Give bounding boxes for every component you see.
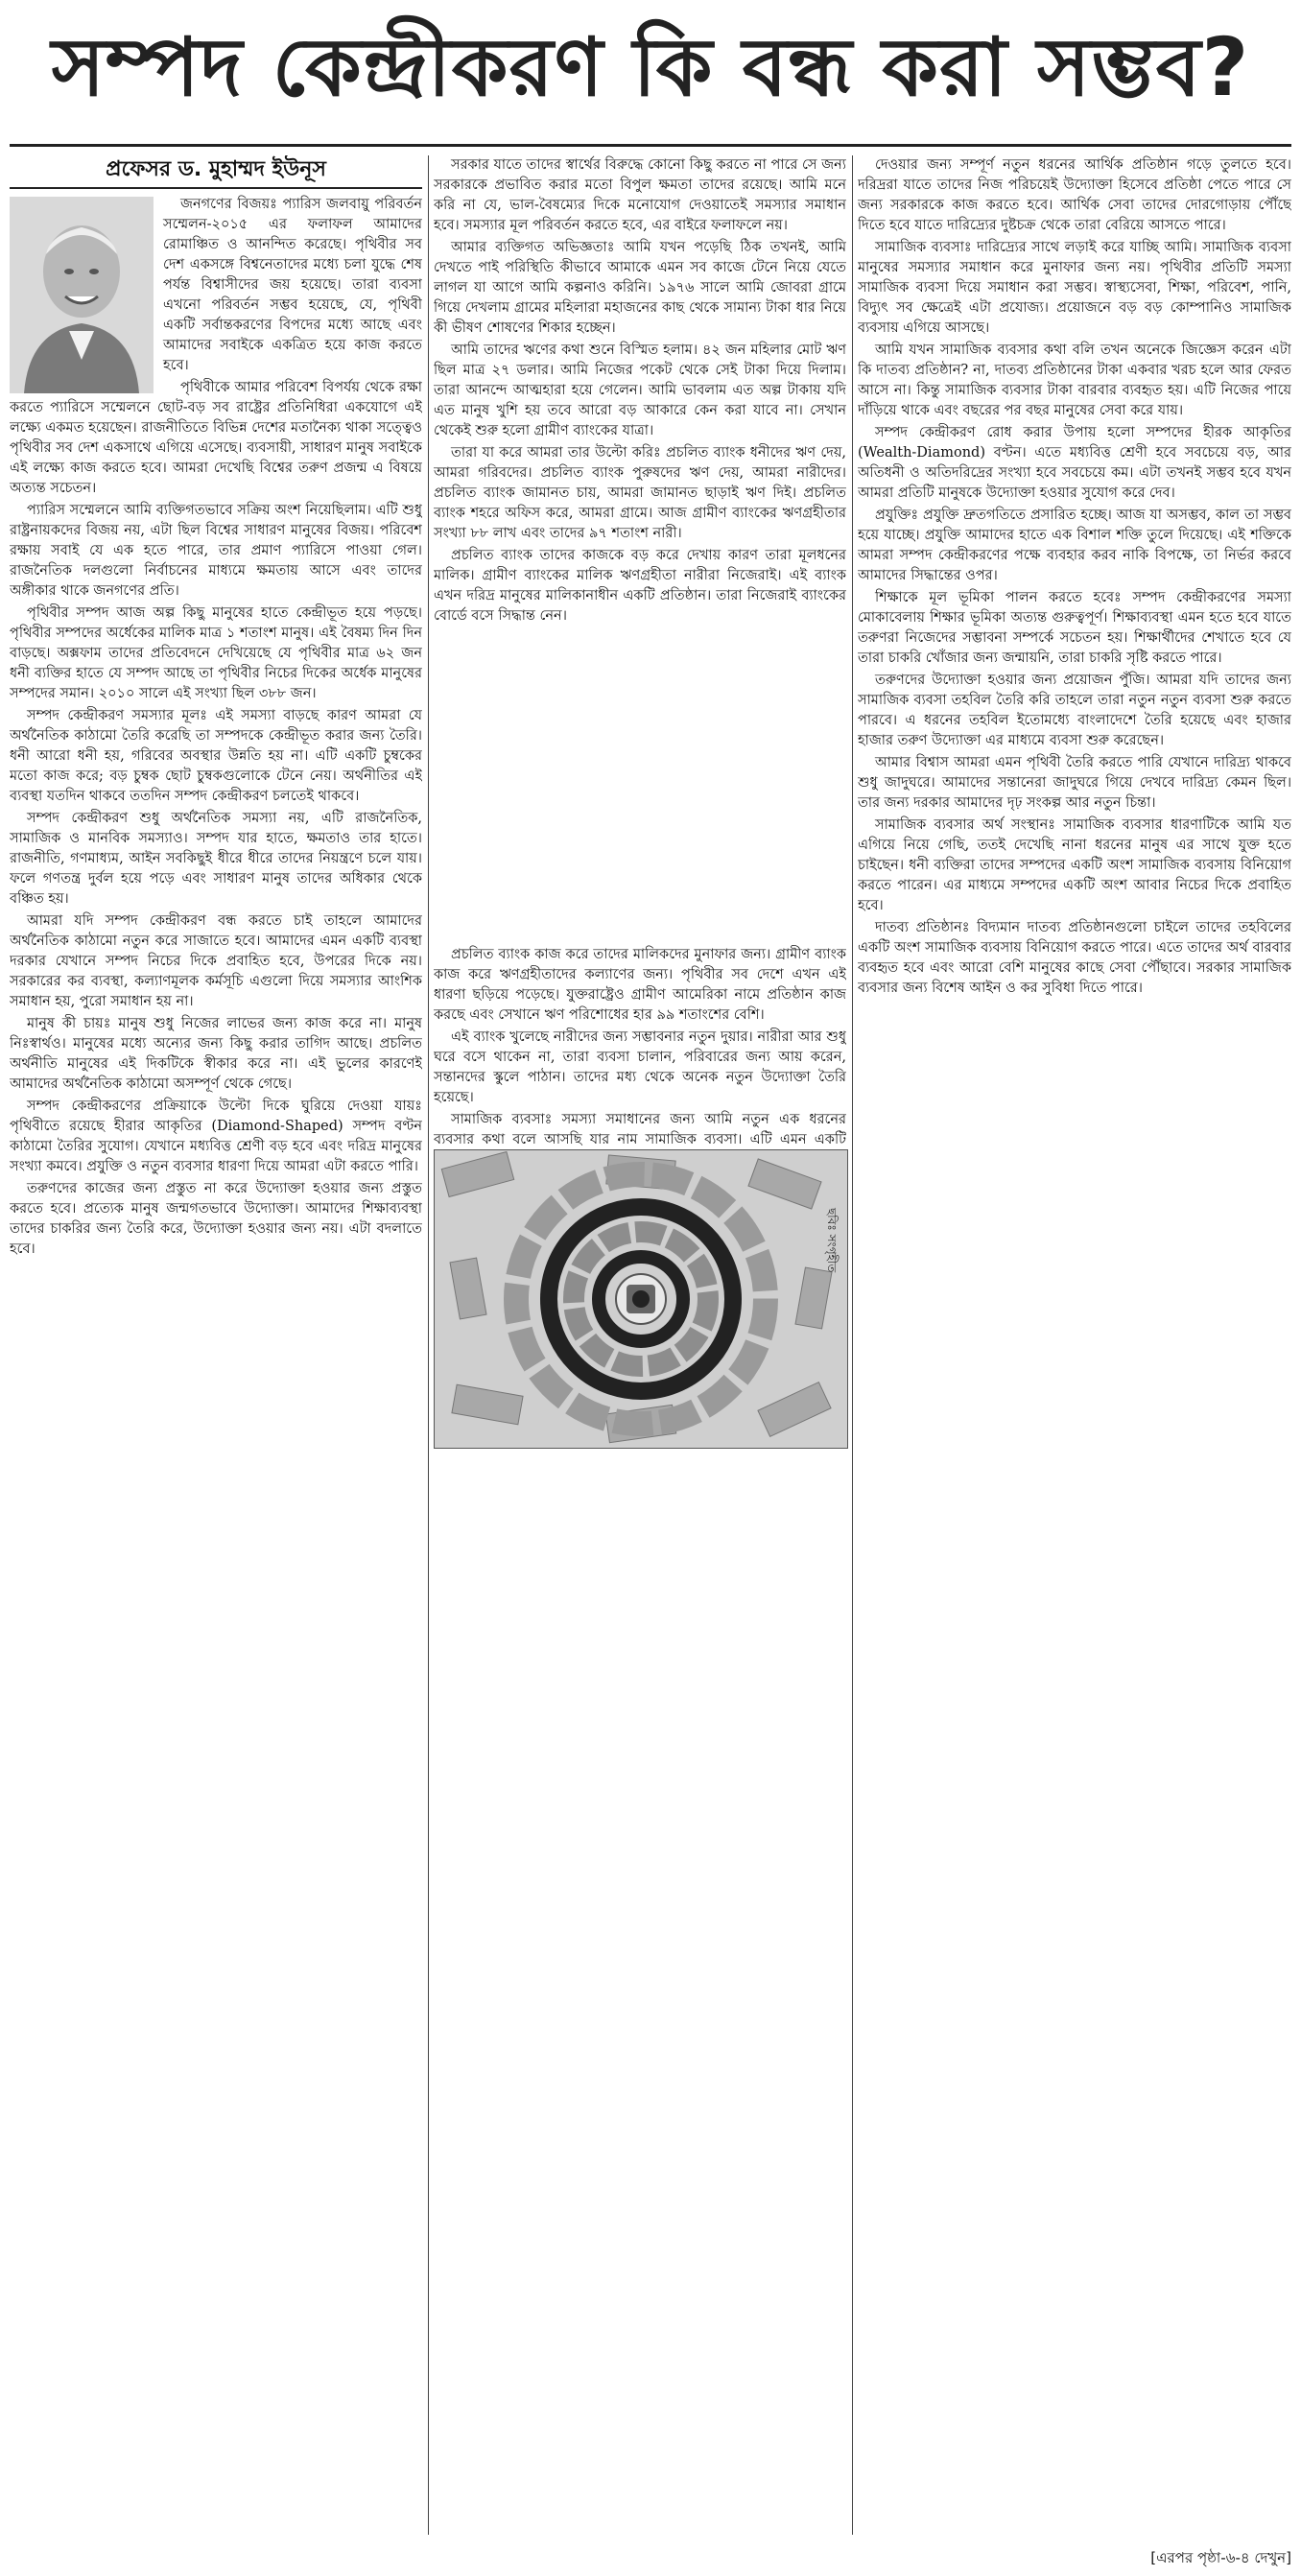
paragraph: পৃথিবীকে আমার পরিবেশ বিপর্যয় থেকে রক্ষা করতে প্যারিসে সম্মেলনে ছোট-বড় সব রাষ্ট্রের প্রতিনিধিরা একযোগে এই লক্ষ্যে একমত হয়েছেন। রাজনীতিতে বিভিন্ন দেশের মতানৈক্য থাকা সত্ত্বেও পৃথিবীর সব দেশ একসাথে এগিয়ে এসেছে। ব্যবসায়ী, সাধারণ মানুষ সবাইকে এই লক্ষ্যে কাজ করতে হবে। আমরা দেখেছি বিশ্বের তরুণ প্রজন্ম এ বিষয়ে অত্যন্ত সচেতন।: [10, 380, 422, 496]
paragraph: মানুষ কী চায়ঃ মানুষ শুধু নিজের লাভের জন্য কাজ করে না। মানুষ নিঃস্বার্থও। মানুষের মধ্যে অন্যের জন্য কিছু করার তাগিদ আছে। প্রচলিত অর্থনীতি মানুষের এই দিকটিকে স্বীকার করে না। এই ভুলের কারণেই আমাদের অর্থনৈতিক কাঠামো অসম্পূর্ণ থেকে গেছে।: [10, 1016, 422, 1092]
paragraph: তরুণদের কাজের জন্য প্রস্তুত না করে উদ্যোক্তা হওয়ার জন্য প্রস্তুত করতে হবে। প্রত্যেক মানুষ জন্মগতভাবে উদ্যোক্তা। আমাদের শিক্ষাব্যবস্থা তাদের চাকরির জন্য তৈরি করে, উদ্যোক্তা হওয়ার জন্য নয়। এটা বদলাতে হবে।: [10, 1181, 422, 1257]
paragraph: আমি যখন সামাজিক ব্যবসার কথা বলি তখন অনেকে জিজ্ঞেস করেন এটা কি দাতব্য প্রতিষ্ঠান? না, দাতব্য প্রতিষ্ঠানের টাকা একবার খরচ হলে আর ফেরত আসে না। কিন্তু সামাজিক ব্যবসার টাকা বারবার ব্যবহৃত হয়। এটি নিজের পায়ে দাঁড়িয়ে থাকে এবং বছরের পর বছর মানুষের সেবা করে যায়।: [858, 343, 1291, 418]
paragraph: প্রযুক্তিঃ প্রযুক্তি দ্রুতগতিতে প্রসারিত হচ্ছে। আজ যা অসম্ভব, কাল তা সম্ভব হয়ে যাচ্ছে। প্রযুক্তি আমাদের হাতে এক বিশাল শক্তি তুলে দিয়েছে। এই শক্তিকে আমরা সম্পদ কেন্দ্রীকরণের পক্ষে ব্যবহার করব নাকি বিপক্ষে, তা নির্ভর করবে আমাদের সিদ্ধান্তের ওপর।: [858, 508, 1291, 583]
paragraph: সম্পদ কেন্দ্রীকরণ সমস্যার মূলঃ এই সমস্যা বাড়ছে কারণ আমরা যে অর্থনৈতিক কাঠামো তৈরি করেছি তা সম্পদকে কেন্দ্রীভূত করার জন্য তৈরি। ধনী আরো ধনী হয়, গরিবের অবস্থার উন্নতি হয় না। এটি একটি চুম্বকের মতো কাজ করে; বড় চুম্বক ছোট চুম্বকগুলোকে টেনে নেয়। অর্থনীতির এই ব্যবস্থা যতদিন থাকবে ততদিন সম্পদ কেন্দ্রীকরণ চলতেই থাকবে।: [10, 708, 422, 804]
paragraph: সামাজিক ব্যবসার অর্থ সংস্থানঃ সামাজিক ব্যবসার ধারণাটিকে আমি যত এগিয়ে নিয়ে গেছি, ততই দেখেছি নানা ধরনের মানুষ এর সাথে যুক্ত হতে চাইছেন। ধনী ব্যক্তিরা তাদের সম্পদের একটি অংশ সামাজিক ব্যবসায় বিনিয়োগ করতে পারেন। এর মাধ্যমে সম্পদের একটি অংশ আবার নিচের দিকে প্রবাহিত হবে।: [858, 817, 1291, 913]
paragraph: প্রচলিত ব্যাংক কাজ করে তাদের মালিকদের মুনাফার জন্য। গ্রামীণ ব্যাংক কাজ করে ঋণগ্রহীতাদের কল্যাণের জন্য। পৃথিবীর সব দেশে এখন এই ধারণা ছড়িয়ে পড়েছে। যুক্তরাষ্ট্রেও গ্রামীণ আমেরিকা নামে প্রতিষ্ঠান কাজ করছে এবং সেখানে ঋণ পরিশোধের হার ৯৯ শতাংশের বেশি।: [434, 947, 846, 1023]
headline-rule: [10, 144, 1291, 147]
continuation-note: [এরপর পৃষ্ঠা-৬-৪ দেখুন]: [1150, 2549, 1291, 2566]
paragraph: সম্পদ কেন্দ্রীকরণ রোধ করার উপায় হলো সম্পদের হীরক আকৃতির (Wealth-Diamond) বণ্টন। এতে মধ্যবিত্ত শ্রেণী হবে সবচেয়ে বড়, আর অতিধনী ও অতিদরিদ্রের সংখ্যা হবে সবচেয়ে কম। এটা তখনই সম্ভব হবে যখন আমরা প্রতিটি মানুষকে উদ্যোক্তা হওয়ার সুযোগ করে দেব।: [858, 425, 1291, 501]
column-divider: [428, 155, 429, 2535]
photo-credit: ছবিঃ সংগৃহীত: [825, 1208, 839, 1273]
paragraph: তারা যা করে আমরা তার উল্টো করিঃ প্রচলিত ব্যাংক ধনীদের ঋণ দেয়, আমরা গরিবদের। প্রচলিত ব্যাংক পুরুষদের ঋণ দেয়, আমরা নারীদের। প্রচলিত ব্যাংক জামানত চায়, আমরা জামানত ছাড়াই ঋণ দিই। প্রচলিত ব্যাংক শহরে অফিস করে, আমরা গ্রামে। আজ গ্রামীণ ব্যাংকের ঋণগ্রহীতার সংখ্যা ৮৮ লাখ এবং তাদের ৯৭ শতাংশ নারী।: [434, 445, 846, 541]
paragraph: প্রচলিত ব্যাংক তাদের কাজকে বড় করে দেখায় কারণ তারা মূলধনের মালিক। গ্রামীণ ব্যাংকের মালিক ঋণগ্রহীতা নারীরা নিজেরাই। এই ব্যাংক এখন দরিদ্র মানুষের মালিকানাধীন একটি প্রতিষ্ঠান। তারা নিজেরাই ব্যাংকের বোর্ডে বসে সিদ্ধান্ত নেন।: [434, 548, 846, 624]
paragraph: আমরা যদি সম্পদ কেন্দ্রীকরণ বন্ধ করতে চাই তাহলে আমাদের অর্থনৈতিক কাঠামো নতুন করে সাজাতে হবে। আমাদের এমন একটি ব্যবস্থা দরকার যেখানে সম্পদ নিচের দিকে প্রবাহিত হবে, উপরের দিকে নয়। সরকারের কর ব্যবস্থা, কল্যাণমূলক কর্মসূচি এগুলো দিয়ে সমস্যার আংশিক সমাধান হয়, পুরো সমাধান হয় না।: [10, 913, 422, 1009]
paragraph: আমি তাদের ঋণের কথা শুনে বিস্মিত হলাম। ৪২ জন মহিলার মোট ঋণ ছিল মাত্র ২৭ ডলার। আমি নিজের পকেট থেকে সেই টাকা দিয়ে দিলাম। তারা আনন্দে আত্মহারা হয়ে গেলেন। আমি ভাবলাম এত অল্প টাকায় যদি এত মানুষ খুশি হয় তবে আরো বড় আকারে কেন করা যাবে না। সেখান থেকেই শুরু হলো গ্রামীণ ব্যাংকের যাত্রা।: [434, 343, 846, 438]
article-column-1: [10, 155, 422, 2535]
paragraph: আমার বিশ্বাস আমরা এমন পৃথিবী তৈরি করতে পারি যেখানে দারিদ্র্য থাকবে শুধু জাদুঘরে। আমাদের সন্তানেরা জাদুঘরে গিয়ে দেখবে দারিদ্র্য কেমন ছিল। তার জন্য দরকার আমাদের দৃঢ় সংকল্প আর নতুন চিন্তা।: [858, 755, 1291, 811]
paragraph: এই ব্যাংক খুলেছে নারীদের জন্য সম্ভাবনার নতুন দুয়ার। নারীরা আর শুধু ঘরে বসে থাকেন না, তারা ব্যবসা চালান, পরিবারের জন্য আয় করেন, সন্তানদের স্কুলে পাঠান। তাদের মধ্য থেকে অনেক নতুন উদ্যোক্তা তৈরি হয়েছে।: [434, 1029, 846, 1105]
paragraph: দেওয়ার জন্য সম্পূর্ণ নতুন ধরনের আর্থিক প্রতিষ্ঠান গড়ে তুলতে হবে। দরিদ্ররা যাতে তাদের নিজ পরিচয়েই উদ্যোক্তা হিসেবে প্রতিষ্ঠা পেতে পারে সে জন্য সরকারকে কাজ করতে হবে। আর্থিক সেবা তাদের দোরগোড়ায় পৌঁছে দিতে হবে যাতে দারিদ্র্যের দুষ্টচক্র থেকে তারা বেরিয়ে আসতে পারে।: [858, 157, 1291, 233]
paragraph: সামাজিক ব্যবসাঃ সমস্যা সমাধানের জন্য আমি নতুন এক ধরনের ব্যবসার কথা বলে আসছি যার নাম সামাজিক ব্যবসা। এটি এমন একটি: [434, 1112, 846, 1147]
paragraph: প্যারিস সম্মেলনে আমি ব্যক্তিগতভাবে সক্রিয় অংশ নিয়েছিলাম। এটি শুধু রাষ্ট্রনায়কদের বিজয় নয়, এটা ছিল বিশ্বের সাধারণ মানুষের বিজয়। পরিবেশ রক্ষায় সবাই যে এক হতে পারে, তার প্রমাণ প্যারিসে পাওয়া গেল। রাজনৈতিক দলগুলো নির্বাচনের মাধ্যমে ক্ষমতায় আসে এবং তাদের অঙ্গীকার থাকে জনগণের প্রতি।: [10, 503, 422, 599]
paragraph: সরকার যাতে তাদের স্বার্থের বিরুদ্ধে কোনো কিছু করতে না পারে সে জন্য সরকারকে প্রভাবিত করার মতো বিপুল ক্ষমতা তাদের রয়েছে। আমি মনে করি না যে, ভাল-বৈষম্যের দিকে মনোযোগ দেওয়াতেই সমস্যার সমাধান হবে। সমস্যার মূল পরিবর্তন করতে হবে, এর বাইরে ফলাফলে নয়।: [434, 157, 846, 233]
article-column-3: [858, 155, 1291, 2535]
headline: সম্পদ কেন্দ্রীকরণ কি বন্ধ করা সম্ভব?: [51, 19, 1250, 114]
paragraph: পৃথিবীর সম্পদ আজ অল্প কিছু মানুষের হাতে কেন্দ্রীভূত হয়ে পড়ছে। পৃথিবীর সম্পদের অর্ধেকের মালিক মাত্র ১ শতাংশ মানুষ। এই বৈষম্য দিন দিন বাড়ছে। অক্সফাম তাদের প্রতিবেদনে দেখিয়েছে যে পৃথিবীর মাত্র ৬২ জন ধনী ব্যক্তির হাতে যে সম্পদ আছে তা পৃথিবীর নিচের দিকের অর্ধেক মানুষের সম্পদের সমান। ২০১০ সালে এই সংখ্যা ছিল ৩৮৮ জন।: [10, 605, 422, 701]
author-portrait: [10, 197, 154, 393]
paragraph: আমার ব্যক্তিগত অভিজ্ঞতাঃ আমি যখন পড়েছি ঠিক তখনই, আমি দেখতে পাই পরিস্থিতি কীভাবে আমাকে এমন সব কাজে টেনে নিয়ে যেতে লাগল যা আগে আমি কল্পনাও করিনি। ১৯৭৬ সালে আমি জোবরা গ্রামে গিয়ে দেখলাম গ্রামের মহিলারা মহাজনের কাছ থেকে সামান্য টাকা ধার নিয়ে কী ভীষণ শোষণের শিকার হচ্ছেন।: [434, 240, 846, 336]
column-divider: [852, 155, 853, 2535]
paragraph: জনগণের বিজয়ঃ প্যারিস জলবায়ু পরিবর্তন সম্মেলন-২০১৫ এর ফলাফল আমাদের রোমাঞ্চিত ও আনন্দিত করেছে। পৃথিবীর সব দেশ একসঙ্গে বিশ্বনেতাদের মধ্যে চলা যুদ্ধে শেষ পর্যন্ত বিশ্বাসীদের জয় হয়েছে। তারা ব্যবসা এখনো পরিবর্তন সম্ভব হয়েছে, যে, পৃথিবী একটি সর্বান্তকরণের বিপদের মধ্যে আছে এবং আমাদের সবাইকে একত্রিত হয়ে কাজ করতে হবে।: [163, 197, 422, 373]
paragraph: সম্পদ কেন্দ্রীকরণের প্রক্রিয়াকে উল্টো দিকে ঘুরিয়ে দেওয়া যায়ঃ পৃথিবীতে রয়েছে হীরার আকৃতির (Diamond-Shaped) সম্পদ বণ্টন কাঠামো তৈরির সুযোগ। যেখানে মধ্যবিত্ত শ্রেণী বড় হবে এবং দরিদ্র মানুষের সংখ্যা কমবে। প্রযুক্তি ও নতুন ব্যবসার ধারণা দিয়ে আমরা এটা করতে পারি।: [10, 1099, 422, 1174]
money-spiral-graphic: [435, 1150, 847, 1448]
byline: প্রফেসর ড. মুহাম্মদ ইউনূস: [10, 155, 422, 189]
paragraph: সম্পদ কেন্দ্রীকরণ শুধু অর্থনৈতিক সমস্যা নয়, এটি রাজনৈতিক, সামাজিক ও মানবিক সমস্যাও। সম্পদ যার হাতে, ক্ষমতাও তার হাতে। রাজনীতি, গণমাধ্যম, আইন সবকিছুই ধীরে ধীরে তাদের নিয়ন্ত্রণে চলে যায়। ফলে গণতন্ত্র দুর্বল হয়ে পড়ে এবং সাধারণ মানুষ তাদের অধিকার থেকে বঞ্চিত হয়।: [10, 811, 422, 907]
paragraph: সামাজিক ব্যবসাঃ দারিদ্র্যের সাথে লড়াই করে যাচ্ছি আমি। সামাজিক ব্যবসা মানুষের সমস্যার সমাধান করে মুনাফার জন্য নয়। পৃথিবীর প্রতিটি সমস্যা সামাজিক ব্যবসা দিয়ে সমাধান করা সম্ভব। স্বাস্থ্যসেবা, শিক্ষা, পরিবেশ, পানি, বিদ্যুৎ সব ক্ষেত্রেই এটা প্রযোজ্য। প্রয়োজনে বড় বড় কোম্পানিও সামাজিক ব্যবসায় এগিয়ে আসছে।: [858, 240, 1291, 336]
paragraph: তরুণদের উদ্যোক্তা হওয়ার জন্য প্রয়োজন পুঁজি। আমরা যদি তাদের জন্য সামাজিক ব্যবসা তহবিল তৈরি করি তাহলে তারা নতুন নতুন ব্যবসা শুরু করতে পারবে। এ ধরনের তহবিল ইতোমধ্যে বাংলাদেশে তৈরি হয়েছে এবং হাজার হাজার তরুণ উদ্যোক্তা এর মাধ্যমে ব্যবসা শুরু করেছেন।: [858, 673, 1291, 748]
paragraph: দাতব্য প্রতিষ্ঠানঃ বিদ্যমান দাতব্য প্রতিষ্ঠানগুলো চাইলে তাদের তহবিলের একটি অংশ সামাজিক ব্যবসায় বিনিয়োগ করতে পারে। এতে তাদের অর্থ বারবার ব্যবহৃত হবে এবং আরো বেশি মানুষের কাছে সেবা পৌঁছাবে। সরকার সামাজিক ব্যবসার জন্য বিশেষ আইন ও কর সুবিধা দিতে পারে।: [858, 920, 1291, 996]
money-spiral-illustration: [434, 1149, 848, 1449]
photo-spacer: [434, 628, 846, 945]
paragraph: শিক্ষাকে মূল ভূমিকা পালন করতে হবেঃ সম্পদ কেন্দ্রীকরণের সমস্যা মোকাবেলায় শিক্ষার ভূমিকা অত্যন্ত গুরুত্বপূর্ণ। শিক্ষাব্যবস্থা এমন হতে হবে যাতে তরুণরা নিজেদের সম্ভাবনা সম্পর্কে সচেতন হয়। শিক্ষার্থীদের শেখাতে হবে যে তারা চাকরি খোঁজার জন্য জন্মায়নি, তারা চাকরি সৃষ্টি করতে পারে।: [858, 590, 1291, 666]
